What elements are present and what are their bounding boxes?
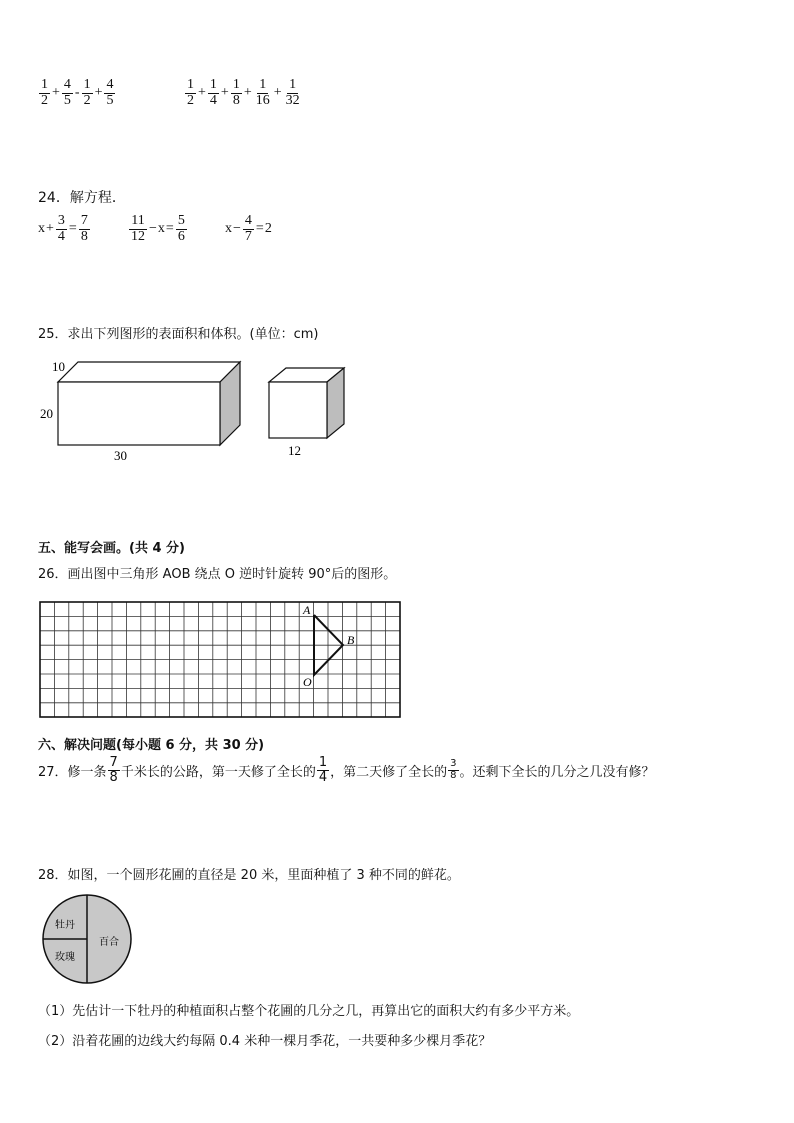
question-28-title: 28．如图，一个圆形花圃的直径是 20 米，里面种植了 3 种不同的鲜花。 <box>38 868 460 883</box>
fraction: $\frac{1}{16}$ <box>255 77 270 108</box>
question-25-title: 25．求出下列图形的表面积和体积。(单位：cm) <box>38 327 319 342</box>
fraction: $\frac{1}{2}$ <box>41 77 48 108</box>
cuboid-figure <box>40 359 240 463</box>
point-o-label: O <box>303 675 312 689</box>
fraction: $\frac{1}{4}$ <box>209 77 217 108</box>
equation-1: x + $\frac{3}{4}$ = $\frac{7}{8}$ <box>38 213 88 244</box>
section-5-heading: 五、能写会画。(共 4 分) <box>38 541 185 556</box>
fraction: $\frac{1}{2}$ <box>83 77 91 108</box>
calc-expression-1: $\frac{1}{2}$ + $\frac{4}{5}$ - $\frac{1}{2}$ + $\frac{4}{5}$ <box>41 77 114 108</box>
question-27: 27．修一条 $\frac{7}{8}$ 千米长的公路，第一天修了全长的 $\frac{1}{4}$ ，第二天修了全长的 $\frac{3}{8}$ 。还剩下全长的几分之几没有修？ <box>38 755 655 785</box>
equation-3: x − $\frac{4}{7}$ = 2 <box>225 213 272 244</box>
flower-garden-circle <box>40 893 136 987</box>
rose-label: 玫瑰 <box>55 952 75 963</box>
fraction: $\frac{1}{32}$ <box>285 77 300 108</box>
peony-label: 牡丹 <box>55 920 75 931</box>
calc-expression-2: $\frac{1}{2}$ + $\frac{1}{4}$ + $\frac{1}{8}$ + $\frac{1}{16}$ + $\frac{1}{32}$ <box>187 77 300 108</box>
cuboid-height-label: 20 <box>40 406 53 421</box>
point-a-label: A <box>303 603 311 617</box>
solids-figure <box>30 355 370 467</box>
grid-figure <box>38 600 404 720</box>
question-24-title: 24．解方程． <box>38 190 126 206</box>
point-b-label: B <box>347 633 355 647</box>
fraction: $\frac{1}{8}$ <box>232 77 240 108</box>
cube-figure <box>269 368 344 458</box>
question-28-part-1: （1）先估计一下牡丹的种植面积占整个花圃的几分之几，再算出它的面积大约有多少平方米。 <box>38 1004 580 1019</box>
question-28-part-2: （2）沿着花圃的边线大约每隔 0.4 米种一棵月季花，一共要种多少棵月季花？ <box>38 1034 492 1049</box>
question-26-title: 26．画出图中三角形 AOB 绕点 O 逆时针旋转 90°后的图形。 <box>38 567 397 582</box>
cube-edge-label: 12 <box>288 443 301 458</box>
section-6-heading: 六、解决问题(每小题 6 分，共 30 分) <box>38 738 265 753</box>
cuboid-depth-label: 10 <box>52 359 65 374</box>
equation-2: $\frac{11}{12}$ − x = $\frac{5}{6}$ <box>131 213 185 244</box>
fraction: $\frac{1}{2}$ <box>187 77 194 108</box>
cuboid-length-label: 30 <box>114 448 127 463</box>
fraction: $\frac{4}{5}$ <box>63 77 71 108</box>
fraction: $\frac{4}{5}$ <box>106 77 114 108</box>
lily-label: 百合 <box>99 937 119 948</box>
